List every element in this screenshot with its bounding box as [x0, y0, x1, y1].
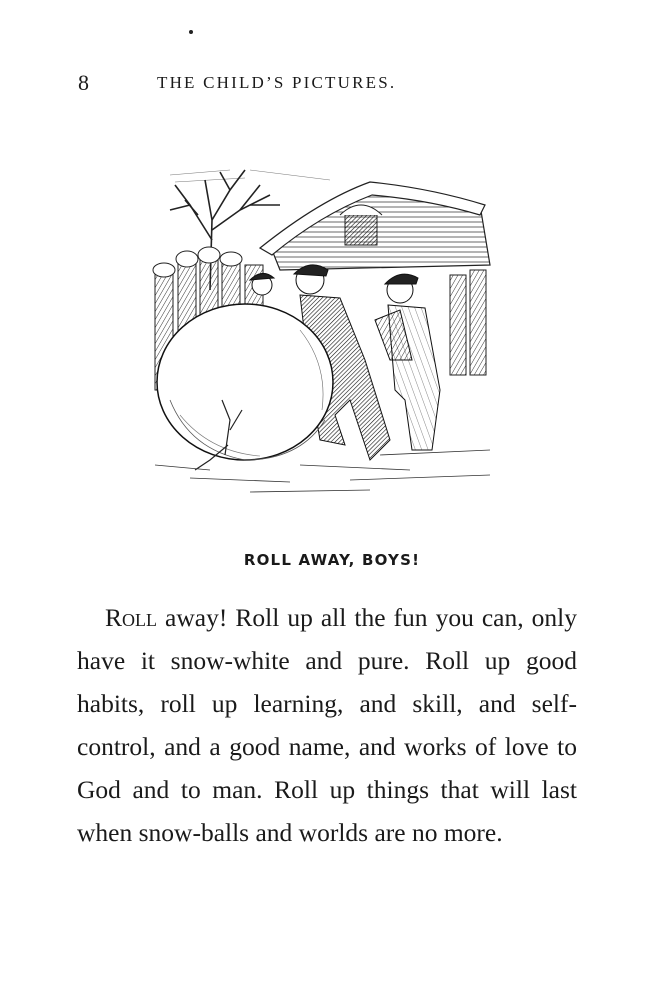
snowball-engraving-icon [150, 160, 500, 505]
illustration-caption: ROLL AWAY, BOYS! [243, 551, 421, 569]
ink-speck [189, 30, 193, 34]
page-number: 8 [78, 70, 89, 95]
running-title: THE CHILD’S PICTURES. [157, 73, 397, 92]
body-paragraph [77, 596, 577, 854]
first-word: Roll [105, 603, 157, 632]
paragraph-text: away! Roll up all the fun you can, only have it snow-white and pure. Roll up good habits, roll up learning, and skill, and self-control, and a good name, and works of love to God and to man. Roll up things that will last when snow-balls and worlds are no more. [77, 603, 577, 847]
